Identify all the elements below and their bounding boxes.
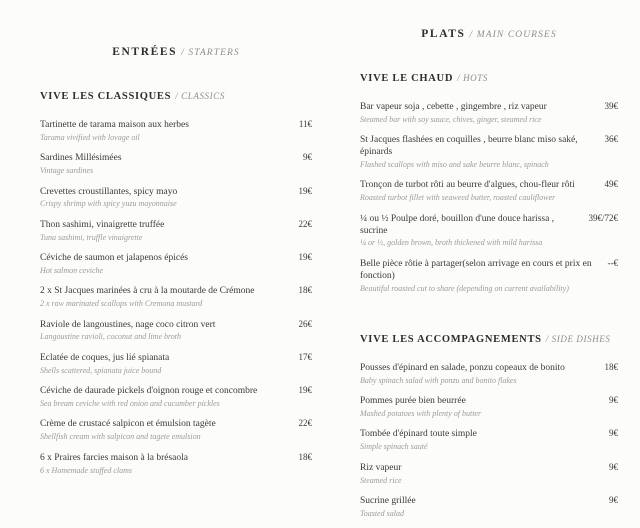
menu-item-description: 2 x raw marinated scallops with Cremona mustard bbox=[40, 299, 203, 309]
starters-header-title: ENTRÉES bbox=[112, 46, 178, 58]
menu-item-line bbox=[40, 152, 312, 165]
menu-item-description: Toasted salad bbox=[360, 508, 404, 518]
menu-item-line bbox=[40, 352, 312, 365]
classics-section bbox=[40, 60, 312, 485]
classics-section-subtitle: / CLASSICS bbox=[175, 91, 225, 101]
menu-item-line bbox=[360, 179, 618, 192]
menu-item-price: 17€ bbox=[298, 351, 312, 362]
menu-item-name: 2 x St Jacques marinées à cru à la moutarde de Crémone bbox=[40, 286, 255, 297]
menu-item-description: Shells scattered, spianata juice bound bbox=[40, 365, 162, 375]
menu-item-line bbox=[40, 219, 312, 232]
menu-item-name: Céviche de saumon et jalapenos épicés bbox=[40, 253, 188, 264]
mains-column bbox=[360, 0, 618, 518]
mains-header-subtitle: / MAIN COURSES bbox=[469, 30, 557, 40]
menu-item-name: Céviche de daurade pickels d'oignon rouge et concombre bbox=[40, 386, 258, 397]
menu-item-line bbox=[360, 362, 618, 375]
menu-item-line bbox=[40, 285, 312, 298]
menu-item-name: Sardines Millésimées bbox=[40, 153, 122, 164]
menu-item-price: 18€ bbox=[604, 361, 618, 372]
menu-item-name: Thon sashimi, vinaigrette truffée bbox=[40, 219, 165, 230]
menu-item-price: 9€ bbox=[609, 461, 618, 472]
menu-item bbox=[360, 362, 618, 386]
menu-item-name: Crevettes croustillantes, spicy mayo bbox=[40, 186, 178, 197]
menu-item bbox=[360, 179, 618, 203]
menu-item-name: Eclatée de coques, jus lié spianata bbox=[40, 352, 170, 363]
menu-item-description: Tuna sashimi, truffle vinaigrette bbox=[40, 232, 143, 242]
menu-item-description: Hot salmon ceviche bbox=[40, 265, 104, 275]
menu-item bbox=[40, 452, 312, 476]
menu-item bbox=[40, 352, 312, 376]
menu-item-description: Roasted turbot fillet with seaweed butter, roasted cauliflower bbox=[360, 193, 556, 203]
menu-item-description: 6 x Homemade stuffed clams bbox=[40, 465, 132, 475]
menu-item-price: 9€ bbox=[609, 428, 618, 439]
menu-item-line bbox=[360, 258, 618, 283]
sides-section-title: VIVE LES ACCOMPAGNEMENTS bbox=[360, 333, 542, 345]
menu-item bbox=[360, 428, 618, 452]
menu-item bbox=[40, 252, 312, 276]
menu-item-price: 36€ bbox=[604, 134, 618, 145]
menu-item-name: Tronçon de turbot rôti au beurre d'algues, chou-fleur rôti bbox=[360, 180, 575, 191]
menu-item-price: 18€ bbox=[298, 285, 312, 296]
menu-item-line bbox=[360, 395, 618, 408]
menu-item bbox=[360, 495, 618, 519]
menu-item-name: Riz vapeur bbox=[360, 462, 402, 473]
classics-items-list bbox=[40, 119, 312, 476]
menu-item-description: Vintage sardines bbox=[40, 166, 94, 176]
menu-item-description: Mashed potatoes with plenty of butter bbox=[360, 409, 482, 419]
menu-item-description: Flashed scallops with miso and sake beurre blanc, spinach bbox=[360, 160, 549, 170]
menu-item-price: 9€ bbox=[609, 395, 618, 406]
menu-item bbox=[40, 385, 312, 409]
menu-item-name: Tombée d'épinard toute simple bbox=[360, 429, 477, 440]
menu-item-description: Tarama vivified with lovage oil bbox=[40, 132, 140, 142]
menu-item-price: 49€ bbox=[604, 179, 618, 190]
menu-item-price: --€ bbox=[607, 257, 618, 268]
menu-item bbox=[40, 219, 312, 243]
menu-item-line bbox=[40, 186, 312, 199]
menu-item-price: 19€ bbox=[298, 185, 312, 196]
menu-item-price: 9€ bbox=[303, 152, 312, 163]
menu-item-line bbox=[360, 462, 618, 475]
hots-section bbox=[360, 42, 618, 303]
starters-header bbox=[40, 42, 312, 60]
menu-item-description: Simple spinach sauté bbox=[360, 442, 428, 452]
menu-item-line bbox=[360, 428, 618, 441]
menu-item-price: 19€ bbox=[298, 252, 312, 263]
menu-item-name: Raviole de langoustines, nage coco citron vert bbox=[40, 319, 216, 330]
menu-item-name: St Jacques flashées en coquilles , beurre blanc miso saké, épinards bbox=[360, 135, 578, 158]
sides-section-header bbox=[360, 329, 618, 347]
menu-item-name: Crème de crustacé salpicon et émulsion tagète bbox=[40, 419, 216, 430]
hots-items-list bbox=[360, 101, 618, 294]
menu-item bbox=[40, 418, 312, 442]
menu-item-description: Steamed rice bbox=[360, 475, 402, 485]
mains-header-title: PLATS bbox=[421, 28, 466, 40]
menu-item-description: Steamed bar with soy sauce, chives, ginger, steamed rice bbox=[360, 114, 542, 124]
menu-item-line bbox=[40, 418, 312, 431]
sides-section-subtitle: / SIDE DISHES bbox=[545, 333, 611, 344]
mains-header bbox=[360, 24, 618, 42]
menu-item-description: Crispy shrimp with spicy yuzu mayonnaise bbox=[40, 199, 177, 209]
menu-item-name: Belle pièce rôtie à partager(selon arrivage en cours et prix en fonction) bbox=[360, 258, 592, 281]
menu-item-name: 6 x Praires farcies maison à la brésaola bbox=[40, 452, 188, 463]
menu-item-price: 39€ bbox=[604, 101, 618, 111]
menu-item bbox=[360, 395, 618, 419]
menu-item-line bbox=[40, 119, 312, 132]
menu-item-name: Tartinette de tarama maison aux herbes bbox=[40, 120, 189, 130]
sides-items-list bbox=[360, 362, 618, 519]
menu-item-price: 22€ bbox=[298, 418, 312, 429]
menu-item-price: 39€/72€ bbox=[588, 212, 618, 223]
menu-item-price: 22€ bbox=[298, 218, 312, 229]
menu-item bbox=[360, 213, 618, 249]
menu-item-price: 11€ bbox=[298, 119, 312, 129]
menu-item-price: 26€ bbox=[298, 318, 312, 329]
menu-item-description: Beautiful roasted cut to share (depending on current availability) bbox=[360, 283, 569, 293]
menu-item bbox=[40, 152, 312, 176]
hots-section-subtitle: / HOTS bbox=[457, 73, 488, 83]
menu-item-line bbox=[360, 134, 618, 159]
menu-item bbox=[360, 134, 618, 170]
menu-item-line bbox=[40, 385, 312, 398]
menu-item-line bbox=[40, 252, 312, 265]
menu-item-line bbox=[360, 101, 618, 114]
menu-item-price: 18€ bbox=[298, 451, 312, 462]
sides-section bbox=[360, 303, 618, 528]
starters-header-subtitle: / STARTERS bbox=[181, 48, 240, 58]
hots-section-header bbox=[360, 68, 618, 86]
starters-column bbox=[40, 0, 312, 475]
menu-item bbox=[40, 285, 312, 309]
menu-item-name: Pousses d'épinard en salade, ponzu copeaux de bonito bbox=[360, 362, 565, 373]
menu-item-description: Shellfish cream with salpicon and tagete emulsion bbox=[40, 432, 201, 442]
menu-item bbox=[360, 462, 618, 486]
menu-item bbox=[360, 101, 618, 125]
menu-item-price: 9€ bbox=[609, 495, 618, 506]
menu-item bbox=[40, 319, 312, 343]
menu-item bbox=[360, 258, 618, 294]
menu-item-line bbox=[40, 319, 312, 332]
menu-item-price: 19€ bbox=[298, 385, 312, 396]
menu-item-name: Pommes purée bien beurrée bbox=[360, 396, 466, 407]
classics-section-title: VIVE LES CLASSIQUES bbox=[40, 91, 172, 102]
menu-item bbox=[40, 186, 312, 210]
menu-item-line bbox=[40, 452, 312, 465]
menu-item-line bbox=[360, 213, 618, 238]
menu-item-description: Sea bream ceviche with red onion and cucumber pickles bbox=[40, 399, 220, 408]
menu-item bbox=[40, 119, 312, 143]
menu-item-name: ¼ ou ½ Poulpe doré, bouillon d'une douce harissa , sucrine bbox=[360, 213, 555, 236]
menu-item-name: Sucrine grillée bbox=[360, 496, 416, 507]
menu-item-description: ¼ or ½, golden brown, broth thickened with mild harissa bbox=[360, 238, 543, 248]
menu-item-line bbox=[360, 495, 618, 508]
menu-item-description: Langoustine ravioli, coconut and lime broth bbox=[40, 332, 182, 342]
classics-section-header bbox=[40, 86, 312, 104]
hots-section-title: VIVE LE CHAUD bbox=[360, 73, 454, 84]
menu-item-description: Baby spinach salad with ponzu and bonito flakes bbox=[360, 375, 517, 385]
menu-item-name: Bar vapeur soja , cebette , gingembre , riz vapeur bbox=[360, 102, 547, 112]
